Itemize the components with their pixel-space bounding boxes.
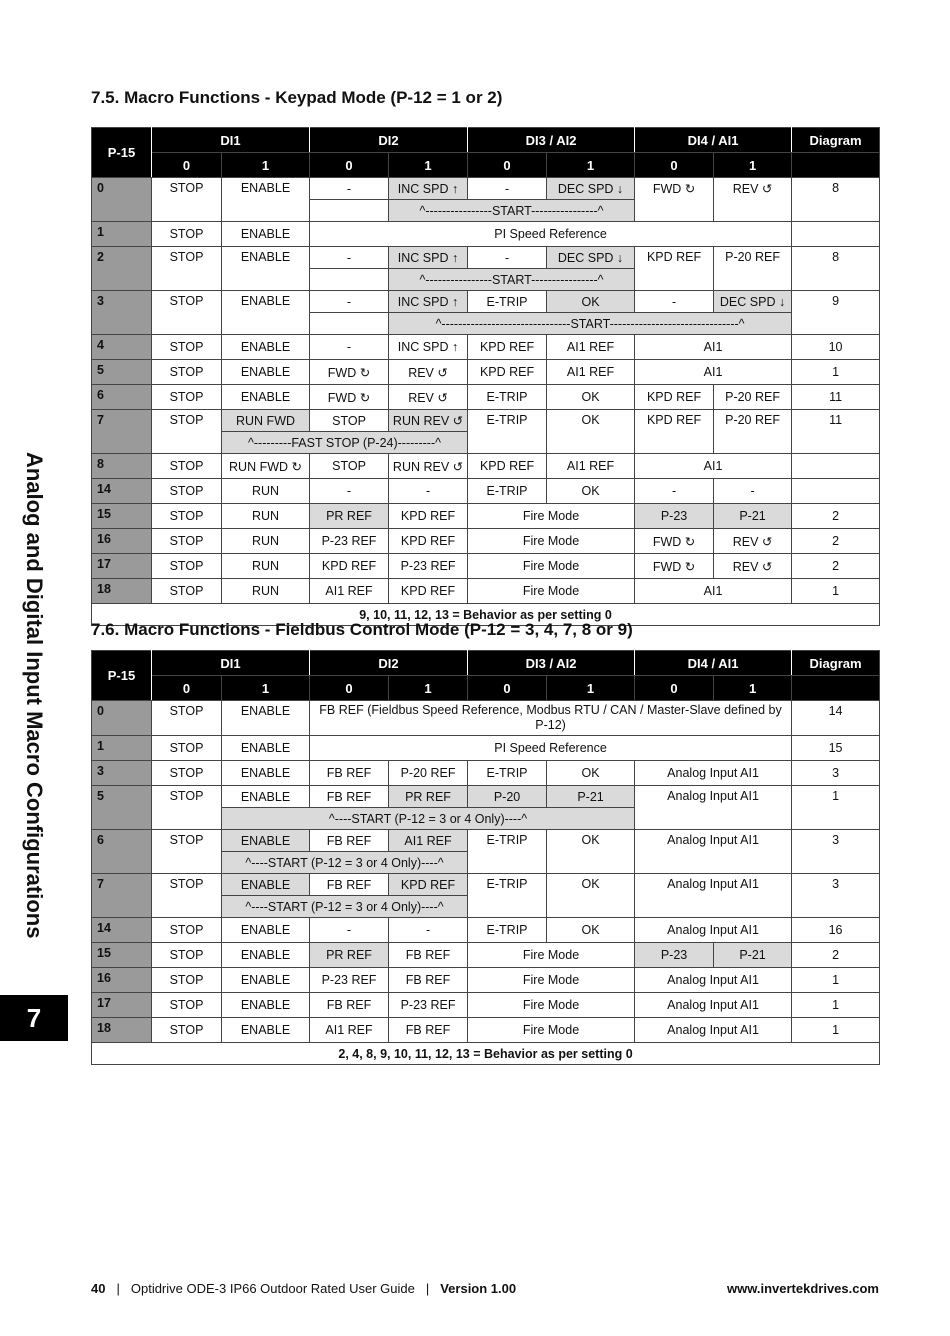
di2-1-cell: FB REF — [389, 943, 468, 968]
analog-input-cell: Analog Input AI1 — [635, 786, 792, 830]
di1-1-cell: ENABLE — [222, 874, 310, 896]
di4-1-cell: P-21 — [714, 504, 792, 529]
di2-0-cell: FB REF — [310, 786, 389, 808]
di1-1-cell: ENABLE — [222, 968, 310, 993]
behavior-note: 2, 4, 8, 9, 10, 11, 12, 13 = Behavior as per setting 0 — [92, 1043, 880, 1065]
header-di3-0: 0 — [468, 153, 547, 178]
di4-span-cell: AI1 — [635, 335, 792, 360]
fieldbus-macro-table — [91, 650, 880, 1065]
header-di4-0: 0 — [635, 153, 714, 178]
diagram-cell: 9 — [792, 291, 880, 335]
di3-0-cell: E-TRIP — [468, 874, 547, 918]
p15-value: 5 — [92, 786, 152, 830]
di3-0-cell: E-TRIP — [468, 918, 547, 943]
diagram-cell: 1 — [792, 360, 880, 385]
di3-1-cell: AI1 REF — [547, 454, 635, 479]
di1-0-cell: STOP — [152, 918, 222, 943]
table-row — [92, 1018, 880, 1043]
di2-0-cell: FB REF — [310, 761, 389, 786]
header-p15: P-15 — [92, 128, 152, 178]
header-di2-1: 1 — [389, 676, 468, 701]
di4-0-cell: KPD REF — [635, 247, 714, 291]
diagram-cell: 8 — [792, 178, 880, 222]
di1-0-cell: STOP — [152, 736, 222, 761]
di1-1-cell: RUN — [222, 579, 310, 604]
diagram-cell: 16 — [792, 918, 880, 943]
diagram-cell: 11 — [792, 410, 880, 454]
header-di2-0: 0 — [310, 153, 389, 178]
di1-0-cell: STOP — [152, 222, 222, 247]
di1-0-cell: STOP — [152, 701, 222, 736]
di1-0-cell: STOP — [152, 335, 222, 360]
di4-span-cell: AI1 — [635, 579, 792, 604]
di2-1-cell: - — [389, 479, 468, 504]
di2-1-cell: INC SPD ↑ — [389, 178, 468, 200]
di2-0-cell: FB REF — [310, 874, 389, 896]
chapter-side-label: Analog and Digital Input Macro Configurations — [22, 451, 47, 939]
table-row — [92, 454, 880, 479]
di2-1-cell: RUN REV ↺ — [389, 454, 468, 479]
diagram-cell: 1 — [792, 993, 880, 1018]
diagram-cell: 1 — [792, 1018, 880, 1043]
di1-0-cell: STOP — [152, 385, 222, 410]
di3-1-cell: OK — [547, 479, 635, 504]
di3-1-cell: AI1 REF — [547, 360, 635, 385]
di3-0-cell: E-TRIP — [468, 479, 547, 504]
p15-value: 15 — [92, 504, 152, 529]
page-number: 40 — [91, 1280, 106, 1296]
di2-0-cell: PR REF — [310, 943, 389, 968]
di2-1-cell: KPD REF — [389, 874, 468, 896]
di4-0-cell: P-23 — [635, 943, 714, 968]
di2-0-cell: AI1 REF — [310, 1018, 389, 1043]
p15-value: 6 — [92, 830, 152, 874]
pi-speed-reference-cell: PI Speed Reference — [310, 222, 792, 247]
di3-1-cell: OK — [547, 410, 635, 454]
table-row — [92, 479, 880, 504]
header-di2-1: 1 — [389, 153, 468, 178]
di4-0-cell: KPD REF — [635, 385, 714, 410]
table-row — [92, 874, 880, 896]
table-row — [92, 222, 880, 247]
table-row — [92, 830, 880, 852]
di2-1-cell: P-23 REF — [389, 554, 468, 579]
diagram-cell: 2 — [792, 554, 880, 579]
di1-1-cell: RUN — [222, 479, 310, 504]
di1-1-cell: RUN FWD — [222, 410, 310, 432]
document-title: Optidrive ODE-3 IP66 Outdoor Rated User Guide — [130, 1280, 415, 1296]
start-span-note: ^----------------START----------------^ — [389, 269, 635, 291]
di2-1-cell: KPD REF — [389, 504, 468, 529]
di2-1-cell: PR REF — [389, 786, 468, 808]
table-row — [92, 701, 880, 736]
table-row — [92, 247, 880, 269]
analog-input-cell: Analog Input AI1 — [635, 761, 792, 786]
header-di2-0: 0 — [310, 676, 389, 701]
diagram-cell: 1 — [792, 579, 880, 604]
keypad-macro-table — [91, 127, 880, 626]
di4-0-cell: FWD ↻ — [635, 554, 714, 579]
diagram-cell — [792, 454, 880, 479]
di1-0-cell: STOP — [152, 874, 222, 918]
di2-0-cell: - — [310, 178, 389, 200]
di1-1-cell: RUN — [222, 554, 310, 579]
di3-0-cell: KPD REF — [468, 360, 547, 385]
di1-1-cell: ENABLE — [222, 1018, 310, 1043]
diagram-cell: 14 — [792, 701, 880, 736]
di2-1-cell: P-23 REF — [389, 993, 468, 1018]
start-span-note: ^----------------START----------------^ — [389, 200, 635, 222]
header-di4-0: 0 — [635, 676, 714, 701]
table-row — [92, 385, 880, 410]
di2-0-cell: - — [310, 335, 389, 360]
diagram-cell: 2 — [792, 529, 880, 554]
di1-1-cell: ENABLE — [222, 222, 310, 247]
di1-0-cell: STOP — [152, 830, 222, 874]
di1-1-cell: RUN — [222, 529, 310, 554]
di1-0-cell: STOP — [152, 1018, 222, 1043]
p15-value: 17 — [92, 993, 152, 1018]
header-di1-0: 0 — [152, 153, 222, 178]
di1-0-cell: STOP — [152, 360, 222, 385]
header-di3-1: 1 — [547, 153, 635, 178]
p15-value: 1 — [92, 222, 152, 247]
di2-1-cell: REV ↺ — [389, 360, 468, 385]
di2-1-cell: FB REF — [389, 1018, 468, 1043]
footer-separator: | — [425, 1280, 430, 1296]
start-span-note: ^----START (P-12 = 3 or 4 Only)----^ — [222, 852, 468, 874]
section-7-6-title: 7.6. Macro Functions - Fieldbus Control Mode (P-12 = 3, 4, 7, 8 or 9) — [91, 620, 633, 639]
di3-1-cell: OK — [547, 385, 635, 410]
di2-0-cell: STOP — [310, 410, 389, 432]
di4-0-cell: FWD ↻ — [635, 529, 714, 554]
di2-1-cell: P-20 REF — [389, 761, 468, 786]
di3-1-cell: P-21 — [547, 786, 635, 808]
start-span-note: ^----START (P-12 = 3 or 4 Only)----^ — [222, 896, 468, 918]
table-footnote-row — [92, 1043, 880, 1065]
di2-0-cell: STOP — [310, 454, 389, 479]
p15-value: 0 — [92, 178, 152, 222]
di2-1-cell: FB REF — [389, 968, 468, 993]
header-di3-1: 1 — [547, 676, 635, 701]
header-di4: DI4 / AI1 — [635, 128, 792, 153]
di1-1-cell: ENABLE — [222, 178, 310, 222]
di3-1-cell: AI1 REF — [547, 335, 635, 360]
table-row — [92, 736, 880, 761]
di4-1-cell: REV ↺ — [714, 554, 792, 579]
di2-0-cell: - — [310, 918, 389, 943]
di2-0-cell: FWD ↻ — [310, 360, 389, 385]
di1-0-cell: STOP — [152, 178, 222, 222]
fire-mode-cell: Fire Mode — [468, 529, 635, 554]
di3-0-cell: E-TRIP — [468, 385, 547, 410]
di2-1-cell: - — [389, 918, 468, 943]
di4-1-cell: REV ↺ — [714, 178, 792, 222]
di4-span-cell: AI1 — [635, 454, 792, 479]
diagram-cell: 15 — [792, 736, 880, 761]
analog-input-cell: Analog Input AI1 — [635, 1018, 792, 1043]
chapter-tab: 7 — [0, 995, 68, 1041]
di3-0-cell: P-20 — [468, 786, 547, 808]
analog-input-cell: Analog Input AI1 — [635, 993, 792, 1018]
p15-value: 8 — [92, 454, 152, 479]
header-di1-0: 0 — [152, 676, 222, 701]
header-p15: P-15 — [92, 651, 152, 701]
p15-value: 16 — [92, 968, 152, 993]
di4-0-cell: - — [635, 479, 714, 504]
di4-0-cell: - — [635, 291, 714, 313]
di1-1-cell: ENABLE — [222, 701, 310, 736]
analog-input-cell: Analog Input AI1 — [635, 968, 792, 993]
di3-1-cell: OK — [547, 761, 635, 786]
p15-value: 16 — [92, 529, 152, 554]
table-row — [92, 504, 880, 529]
p15-value: 3 — [92, 291, 152, 335]
analog-input-cell: Analog Input AI1 — [635, 874, 792, 918]
di1-0-cell: STOP — [152, 943, 222, 968]
di1-1-cell: ENABLE — [222, 830, 310, 852]
header-di1-1: 1 — [222, 153, 310, 178]
fire-mode-cell: Fire Mode — [468, 943, 635, 968]
di2-0-cell: - — [310, 479, 389, 504]
di2-1-cell: RUN REV ↺ — [389, 410, 468, 432]
start-span-note: ^-------------------------------START-------------------------------^ — [389, 313, 792, 335]
diagram-cell: 10 — [792, 335, 880, 360]
table-row — [92, 579, 880, 604]
blank-cell — [310, 200, 389, 222]
di2-1-cell: KPD REF — [389, 579, 468, 604]
fire-mode-cell: Fire Mode — [468, 554, 635, 579]
header-di2: DI2 — [310, 651, 468, 676]
document-version: Version 1.00 — [440, 1280, 517, 1296]
di4-1-cell: P-20 REF — [714, 247, 792, 291]
di3-1-cell: DEC SPD ↓ — [547, 178, 635, 200]
p15-value: 17 — [92, 554, 152, 579]
table-row — [92, 178, 880, 200]
header-di4-1: 1 — [714, 676, 792, 701]
p15-value: 1 — [92, 736, 152, 761]
fire-mode-cell: Fire Mode — [468, 579, 635, 604]
di3-0-cell: E-TRIP — [468, 830, 547, 874]
table-row — [92, 761, 880, 786]
di4-0-cell: KPD REF — [635, 410, 714, 454]
di4-0-cell: P-23 — [635, 504, 714, 529]
di1-1-cell: ENABLE — [222, 736, 310, 761]
p15-value: 0 — [92, 701, 152, 736]
fast-stop-span-note: ^---------FAST STOP (P-24)---------^ — [222, 432, 468, 454]
di2-0-cell: KPD REF — [310, 554, 389, 579]
di1-1-cell: ENABLE — [222, 385, 310, 410]
table-row — [92, 918, 880, 943]
di3-1-cell: OK — [547, 874, 635, 918]
table-row — [92, 786, 880, 808]
table-row — [92, 943, 880, 968]
p15-value: 3 — [92, 761, 152, 786]
di2-0-cell: - — [310, 291, 389, 313]
header-di3: DI3 / AI2 — [468, 651, 635, 676]
di1-0-cell: STOP — [152, 761, 222, 786]
di2-0-cell: AI1 REF — [310, 579, 389, 604]
p15-value: 14 — [92, 479, 152, 504]
header-diagram: Diagram — [792, 128, 880, 153]
header-di1-1: 1 — [222, 676, 310, 701]
di1-1-cell: ENABLE — [222, 918, 310, 943]
fire-mode-cell: Fire Mode — [468, 504, 635, 529]
fb-ref-cell: FB REF (Fieldbus Speed Reference, Modbus RTU / CAN / Master-Slave defined by P-12) — [310, 701, 792, 736]
p15-value: 5 — [92, 360, 152, 385]
fire-mode-cell: Fire Mode — [468, 1018, 635, 1043]
p15-value: 15 — [92, 943, 152, 968]
di1-0-cell: STOP — [152, 786, 222, 830]
diagram-cell: 1 — [792, 968, 880, 993]
p15-value: 4 — [92, 335, 152, 360]
di2-0-cell: FB REF — [310, 993, 389, 1018]
blank-cell — [310, 313, 389, 335]
header-di1: DI1 — [152, 651, 310, 676]
di2-1-cell: AI1 REF — [389, 830, 468, 852]
table-row — [92, 360, 880, 385]
di1-1-cell: ENABLE — [222, 247, 310, 291]
di1-1-cell: RUN FWD ↻ — [222, 454, 310, 479]
header-di4-1: 1 — [714, 153, 792, 178]
di4-1-cell: P-21 — [714, 943, 792, 968]
di2-0-cell: FB REF — [310, 830, 389, 852]
diagram-cell: 3 — [792, 761, 880, 786]
di2-0-cell: - — [310, 247, 389, 269]
header-di4: DI4 / AI1 — [635, 651, 792, 676]
header-di3: DI3 / AI2 — [468, 128, 635, 153]
p15-value: 18 — [92, 579, 152, 604]
di3-0-cell: - — [468, 178, 547, 200]
di2-0-cell: PR REF — [310, 504, 389, 529]
header-di2: DI2 — [310, 128, 468, 153]
header-diagram: Diagram — [792, 651, 880, 676]
fire-mode-cell: Fire Mode — [468, 993, 635, 1018]
header-di1: DI1 — [152, 128, 310, 153]
start-span-note: ^----START (P-12 = 3 or 4 Only)----^ — [222, 808, 635, 830]
di1-0-cell: STOP — [152, 479, 222, 504]
di4-0-cell: FWD ↻ — [635, 178, 714, 222]
table-row — [92, 993, 880, 1018]
di1-1-cell: ENABLE — [222, 786, 310, 808]
table-row — [92, 291, 880, 313]
di4-1-cell: DEC SPD ↓ — [714, 291, 792, 313]
di1-0-cell: STOP — [152, 504, 222, 529]
table-row — [92, 554, 880, 579]
table-row — [92, 968, 880, 993]
behavior-note: 9, 10, 11, 12, 13 = Behavior as per setting 0 — [92, 604, 880, 626]
di3-0-cell: KPD REF — [468, 335, 547, 360]
di1-0-cell: STOP — [152, 529, 222, 554]
di1-1-cell: ENABLE — [222, 993, 310, 1018]
di3-0-cell: E-TRIP — [468, 410, 547, 454]
di2-0-cell: P-23 REF — [310, 529, 389, 554]
diagram-cell: 3 — [792, 830, 880, 874]
diagram-cell: 11 — [792, 385, 880, 410]
pi-speed-reference-cell: PI Speed Reference — [310, 736, 792, 761]
section-7-5-title: 7.5. Macro Functions - Keypad Mode (P-12 = 1 or 2) — [91, 88, 503, 107]
diagram-cell: 3 — [792, 874, 880, 918]
di3-0-cell: - — [468, 247, 547, 269]
diagram-cell: 2 — [792, 943, 880, 968]
di4-1-cell: P-20 REF — [714, 385, 792, 410]
di3-1-cell: OK — [547, 291, 635, 313]
footer-separator: | — [116, 1280, 120, 1296]
di1-0-cell: STOP — [152, 579, 222, 604]
header-diagram-blank — [792, 676, 880, 701]
p15-value: 14 — [92, 918, 152, 943]
di1-0-cell: STOP — [152, 454, 222, 479]
di1-0-cell: STOP — [152, 968, 222, 993]
di1-0-cell: STOP — [152, 247, 222, 291]
diagram-cell: 1 — [792, 786, 880, 830]
table-row — [92, 529, 880, 554]
di2-1-cell: INC SPD ↑ — [389, 247, 468, 269]
diagram-cell: 8 — [792, 247, 880, 291]
p15-value: 7 — [92, 874, 152, 918]
di2-1-cell: KPD REF — [389, 529, 468, 554]
di4-1-cell: - — [714, 479, 792, 504]
di2-0-cell: P-23 REF — [310, 968, 389, 993]
p15-value: 6 — [92, 385, 152, 410]
page-footer — [91, 1278, 879, 1298]
di1-1-cell: ENABLE — [222, 335, 310, 360]
di4-1-cell: P-20 REF — [714, 410, 792, 454]
di3-1-cell: OK — [547, 830, 635, 874]
header-di3-0: 0 — [468, 676, 547, 701]
di1-1-cell: ENABLE — [222, 943, 310, 968]
di2-1-cell: INC SPD ↑ — [389, 291, 468, 313]
di3-0-cell: E-TRIP — [468, 291, 547, 313]
di4-span-cell: AI1 — [635, 360, 792, 385]
di1-1-cell: ENABLE — [222, 360, 310, 385]
di1-1-cell: ENABLE — [222, 291, 310, 335]
di3-1-cell: DEC SPD ↓ — [547, 247, 635, 269]
table-row — [92, 335, 880, 360]
p15-value: 18 — [92, 1018, 152, 1043]
di3-0-cell: KPD REF — [468, 454, 547, 479]
di2-1-cell: REV ↺ — [389, 385, 468, 410]
di3-0-cell: E-TRIP — [468, 761, 547, 786]
di3-1-cell: OK — [547, 918, 635, 943]
diagram-cell: 2 — [792, 504, 880, 529]
header-diagram-blank — [792, 153, 880, 178]
website-link[interactable]: www.invertekdrives.com — [727, 1280, 879, 1296]
diagram-cell — [792, 479, 880, 504]
fire-mode-cell: Fire Mode — [468, 968, 635, 993]
di2-0-cell: FWD ↻ — [310, 385, 389, 410]
blank-cell — [310, 269, 389, 291]
p15-value: 7 — [92, 410, 152, 454]
di1-0-cell: STOP — [152, 993, 222, 1018]
p15-value: 2 — [92, 247, 152, 291]
diagram-cell — [792, 222, 880, 247]
di1-0-cell: STOP — [152, 554, 222, 579]
di2-1-cell: INC SPD ↑ — [389, 335, 468, 360]
di1-1-cell: ENABLE — [222, 761, 310, 786]
di1-1-cell: RUN — [222, 504, 310, 529]
analog-input-cell: Analog Input AI1 — [635, 918, 792, 943]
table-row — [92, 410, 880, 432]
di1-0-cell: STOP — [152, 291, 222, 335]
di4-1-cell: REV ↺ — [714, 529, 792, 554]
analog-input-cell: Analog Input AI1 — [635, 830, 792, 874]
di1-0-cell: STOP — [152, 410, 222, 454]
